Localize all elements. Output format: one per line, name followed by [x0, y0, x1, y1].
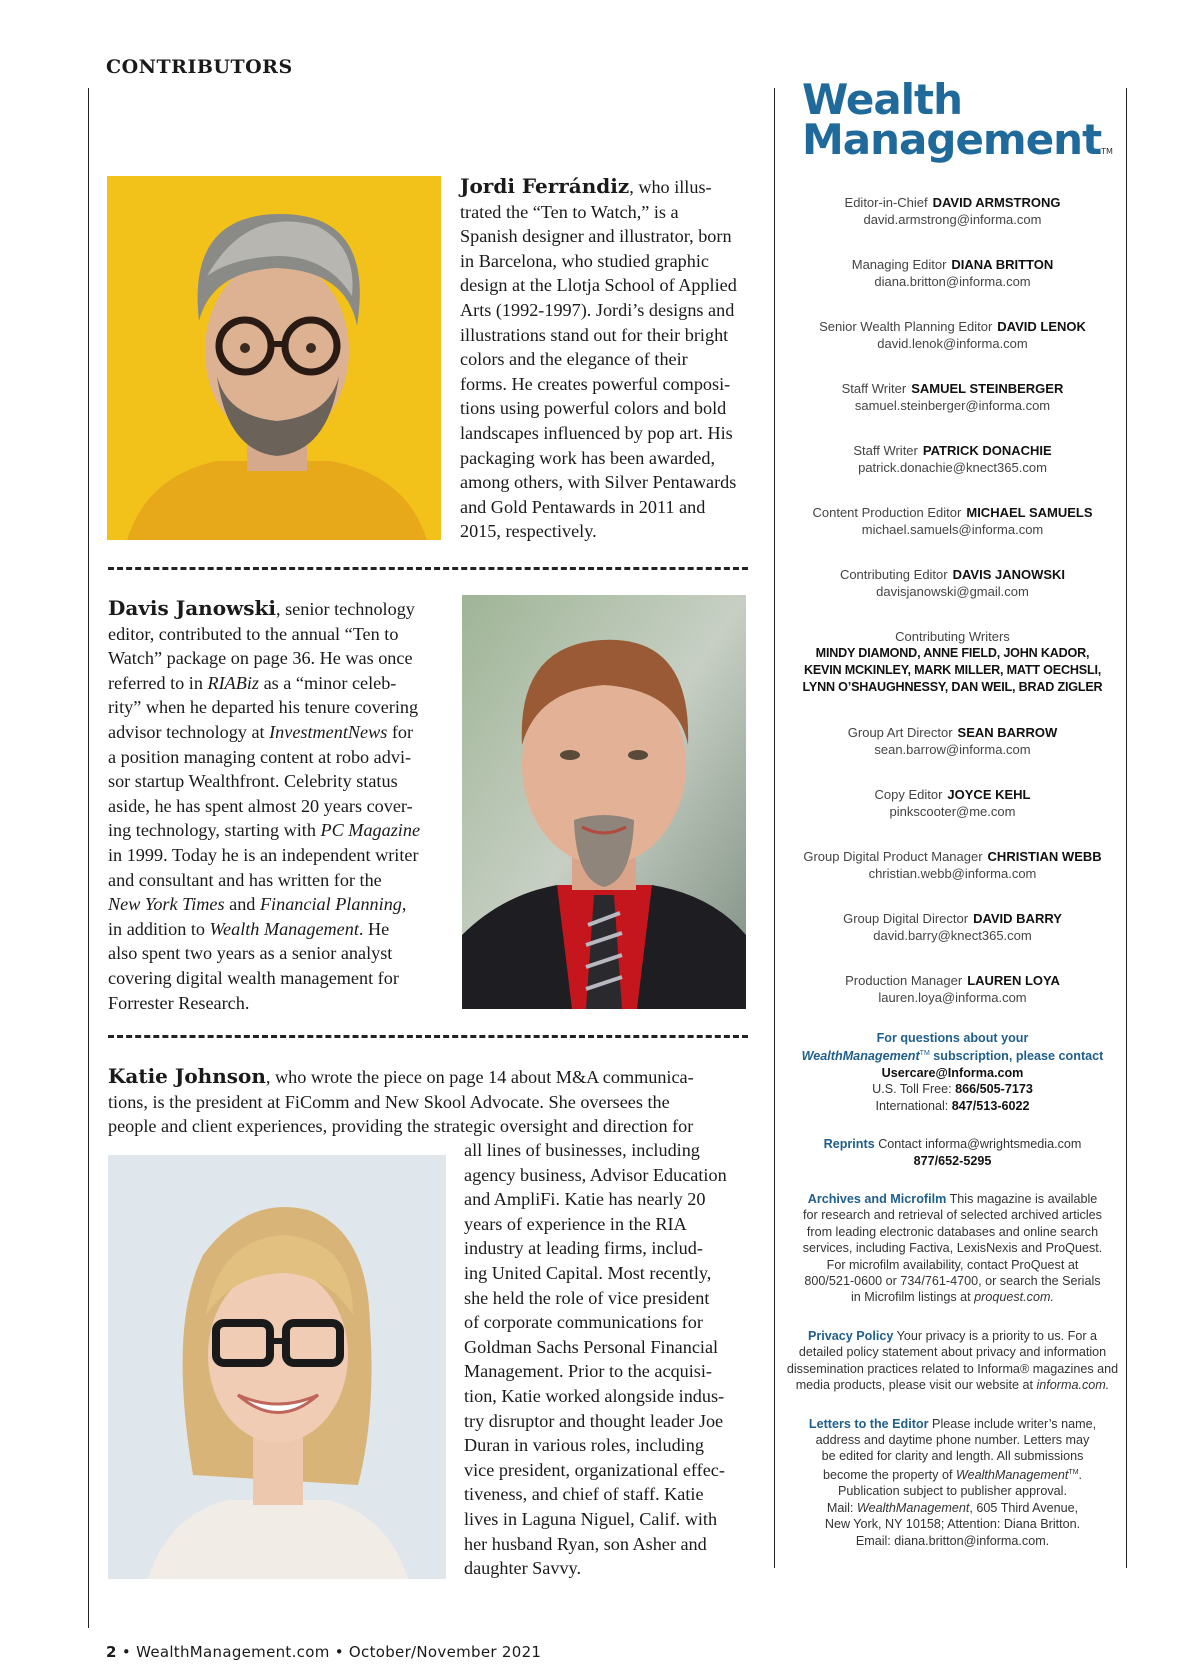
contributing-writers: Contributing Writers MINDY DIAMOND, ANNE FIELD, JOHN KADOR, KEVIN MCKINLEY, MARK MILLER, MATT OECHSLI, LYNN O’SHAUGHNESSY, DAN WEIL, BRAD ZIGLER: [802, 629, 1103, 694]
bio-line: tions using powerful colors and bold: [460, 398, 727, 419]
bio-line: tiveness, and chief of staff. Katie: [464, 1484, 704, 1505]
bio-line: Forrester Research.: [108, 992, 250, 1013]
bio-line: illustrations stand out for their bright: [460, 324, 729, 345]
bio-line: and AmpliFi. Katie has nearly 20: [464, 1189, 706, 1210]
staff-entry: Production Manager LAUREN LOYA lauren.loya@informa.com: [845, 973, 1060, 1005]
staff-entry: Contributing Editor DAVIS JANOWSKI davisjanowski@gmail.com: [839, 567, 1066, 599]
bio-line: all lines of businesses, including: [464, 1140, 700, 1160]
bio-line: editor, contributed to the annual “Ten to: [108, 623, 399, 644]
bio-line: referred to in RIABiz as a “minor celeb-: [108, 672, 397, 693]
logo-line-1: Wealth: [802, 75, 963, 124]
bio-line: she held the role of vice president: [464, 1287, 710, 1308]
davis-photo: [462, 595, 746, 1009]
bio-line: a position managing content at robo advi-: [108, 746, 412, 767]
bio-line: daughter Savvy.: [464, 1558, 582, 1579]
bio-line: Duran in various roles, including: [464, 1435, 704, 1456]
bio-line: industry at leading firms, includ-: [464, 1238, 703, 1259]
page-number: 2: [106, 1643, 117, 1661]
jordi-photo: [107, 176, 441, 540]
staff-entry: Copy Editor JOYCE KEHL pinkscooter@me.com: [874, 787, 1031, 819]
bio-line: tion, Katie worked alongside indus-: [464, 1385, 725, 1406]
bio-line: Spanish designer and illustrator, born: [460, 226, 732, 247]
bio-line: vice president, organizational effec-: [464, 1459, 725, 1480]
logo-line-2: Management: [802, 115, 1102, 164]
bio-line: and Gold Pentawards in 2011 and: [460, 496, 706, 517]
bio-line: New York Times and Financial Planning,: [108, 894, 407, 915]
bio-line: of corporate communications for: [464, 1312, 703, 1333]
divider-1: [108, 567, 748, 570]
bio-line: , who illus-: [629, 177, 712, 197]
subscription-info: For questions about your WealthManagement™ subscription, please contact Usercare@Informa.com U.S. Toll Free: 866/505-7173 International: 847/513-6022: [780, 1030, 1125, 1114]
bio-line: try disruptor and thought leader Joe: [464, 1410, 724, 1431]
bio-line: her husband Ryan, son Asher and: [464, 1533, 707, 1554]
bio-line: 2015, respectively.: [460, 521, 597, 542]
bio-line: lives in Laguna Niguel, Calif. with: [464, 1508, 718, 1529]
bio-line: sor startup Wealthfront. Celebrity status: [108, 771, 398, 792]
footer-site: WealthManagement.com: [136, 1643, 330, 1661]
staff-entry: Group Digital Product Manager CHRISTIAN WEBB christian.webb@informa.com: [803, 849, 1102, 881]
staff-entry: Managing Editor DIANA BRITTON diana.britton@informa.com: [851, 257, 1054, 289]
staff-entry: Senior Wealth Planning Editor DAVID LENOK david.lenok@informa.com: [819, 319, 1086, 351]
right-rule: [1126, 88, 1127, 1568]
staff-entry: Group Digital Director DAVID BARRY david.barry@knect365.com: [843, 911, 1062, 943]
bio-line: in Barcelona, who studied graphic: [460, 250, 709, 271]
staff-list: [780, 194, 1125, 1006]
divider-2: [108, 1035, 748, 1038]
bio-jordi: [460, 174, 770, 544]
bio-line: years of experience in the RIA: [464, 1213, 687, 1234]
staff-entry: Staff Writer PATRICK DONACHIE patrick.donachie@knect365.com: [853, 443, 1052, 475]
bio-line: aside, he has spent almost 20 years cover-: [108, 795, 413, 816]
staff-entry: Editor-in-Chief DAVID ARMSTRONG david.armstrong@informa.com: [844, 195, 1061, 227]
bio-line: landscapes influenced by pop art. His: [460, 422, 733, 443]
bio-line: trated the “Ten to Watch,” is a: [460, 201, 679, 222]
bio-line: tions, is the president at FiComm and New Skool Advocate. She oversees the: [108, 1091, 670, 1112]
bio-line: and consultant and has written for the: [108, 869, 382, 890]
bio-line: forms. He creates powerful composi-: [460, 373, 731, 394]
footer-separator: •: [121, 1643, 131, 1661]
bio-line: also spent two years as a senior analyst: [108, 943, 393, 964]
bio-line: packaging work has been awarded,: [460, 447, 716, 468]
bio-line: in addition to Wealth Management. He: [108, 918, 390, 939]
bio-line: design at the Llotja School of Applied: [460, 275, 737, 296]
bio-line: among others, with Silver Pentawards: [460, 472, 737, 493]
bio-line: Management. Prior to the acquisi-: [464, 1361, 712, 1382]
katie-photo: [108, 1155, 446, 1579]
bio-line: ing United Capital. Most recently,: [464, 1262, 712, 1283]
masthead-logo: [780, 75, 1125, 176]
bio-line: ing technology, starting with PC Magazine: [108, 820, 421, 841]
subscription-email[interactable]: Usercare@Informa.com: [881, 1066, 1024, 1080]
page-footer: [106, 1643, 541, 1661]
letters-info: Letters to the Editor Please include writer’s name, address and daytime phone number. Letters may be edited for clarity and length. All submissions become the property of WealthManagement™. Publication subject to publisher approval. Mail: WealthManagement, 605 Third Avenue, New York, NY 10158; Attention: Diana Britton. Email: diana.britton@informa.com.: [808, 1416, 1097, 1548]
archives-info: Archives and Microfilm This magazine is available for research and retrieval of selected archived articles from leading electronic databases and online search services, including Factiva, LexisNexis and ProQuest. For microfilm availability, contact ProQuest at 800/521-0600 or 734/761-4700, or search the Serials in Microfilm listings at proquest.com.: [802, 1192, 1103, 1305]
logo-tm: TM: [1101, 147, 1113, 156]
footer-separator: •: [334, 1643, 344, 1661]
jordi-portrait: [107, 176, 441, 540]
masthead: [780, 75, 1125, 1549]
bio-line: agency business, Advisor Education: [464, 1164, 727, 1185]
bio-line: in 1999. Today he is an independent writer: [108, 844, 419, 865]
center-rule: [774, 88, 775, 1568]
footer-issue: October/November 2021: [348, 1643, 542, 1661]
katie-portrait: [108, 1155, 446, 1579]
staff-entry: Content Production Editor MICHAEL SAMUELS michael.samuels@informa.com: [812, 505, 1093, 537]
bio-line: Watch” package on page 36. He was once: [108, 648, 413, 669]
bio-name: Katie Johnson: [108, 1064, 266, 1088]
bio-line: colors and the elegance of their: [460, 349, 688, 370]
bio-line: rity” when he departed his tenure covering: [108, 697, 419, 718]
bio-line: Arts (1992-1997). Jordi’s designs and: [460, 299, 735, 320]
section-label: CONTRIBUTORS: [106, 56, 293, 78]
reprints-info: Reprints Contact informa@wrightsmedia.com 877/652-5295: [823, 1137, 1082, 1168]
bio-line: covering digital wealth management for: [108, 967, 399, 988]
bio-katie-top: Katie Johnson, who wrote the piece on page 14 about M&A communica- tions, is the president at FiComm and New Skool Advocate. She oversees the people and client experiences, providing the strategic oversight and direction for: [108, 1064, 768, 1139]
staff-entry: Group Art Director SEAN BARROW sean.barrow@informa.com: [847, 725, 1058, 757]
bio-line: advisor technology at InvestmentNews for: [108, 721, 414, 742]
bio-line: people and client experiences, providing the strategic oversight and direction for: [108, 1116, 694, 1137]
bio-line: Goldman Sachs Personal Financial: [464, 1336, 719, 1357]
left-rule: [88, 88, 89, 1628]
privacy-info: Privacy Policy Your privacy is a priority to us. For a detailed policy statement about privacy and information dissemination practices related to Informa® magazines and media products, please visit our website at informa.com.: [786, 1328, 1119, 1393]
bio-name: Jordi Ferrándiz: [460, 174, 630, 198]
staff-entry: Staff Writer SAMUEL STEINBERGER samuel.steinberger@informa.com: [841, 381, 1064, 413]
davis-portrait: [462, 595, 746, 1009]
bio-davis: Davis Janowski, senior technology editor, contributed to the annual “Ten to Watch” package on page 36. He was once referred to in RIABiz as a “minor celeb- rity” when he departed his tenure covering advisor technology at InvestmentNews for a position managing content at robo advi- sor startup Wealthfront. Celebrity status aside, he has spent almost 20 years cover- ing technology, starting with PC Magazine in 1999. Today he is an independent writer and consultant and has written for the New York Times and Financial Planning, in addition to Wealth Management. He also spent two years as a senior analyst covering digital wealth management for Forrester Research.: [108, 596, 448, 1015]
bio-katie-side: [464, 1138, 774, 1581]
bio-name: Davis Janowski: [108, 596, 276, 620]
